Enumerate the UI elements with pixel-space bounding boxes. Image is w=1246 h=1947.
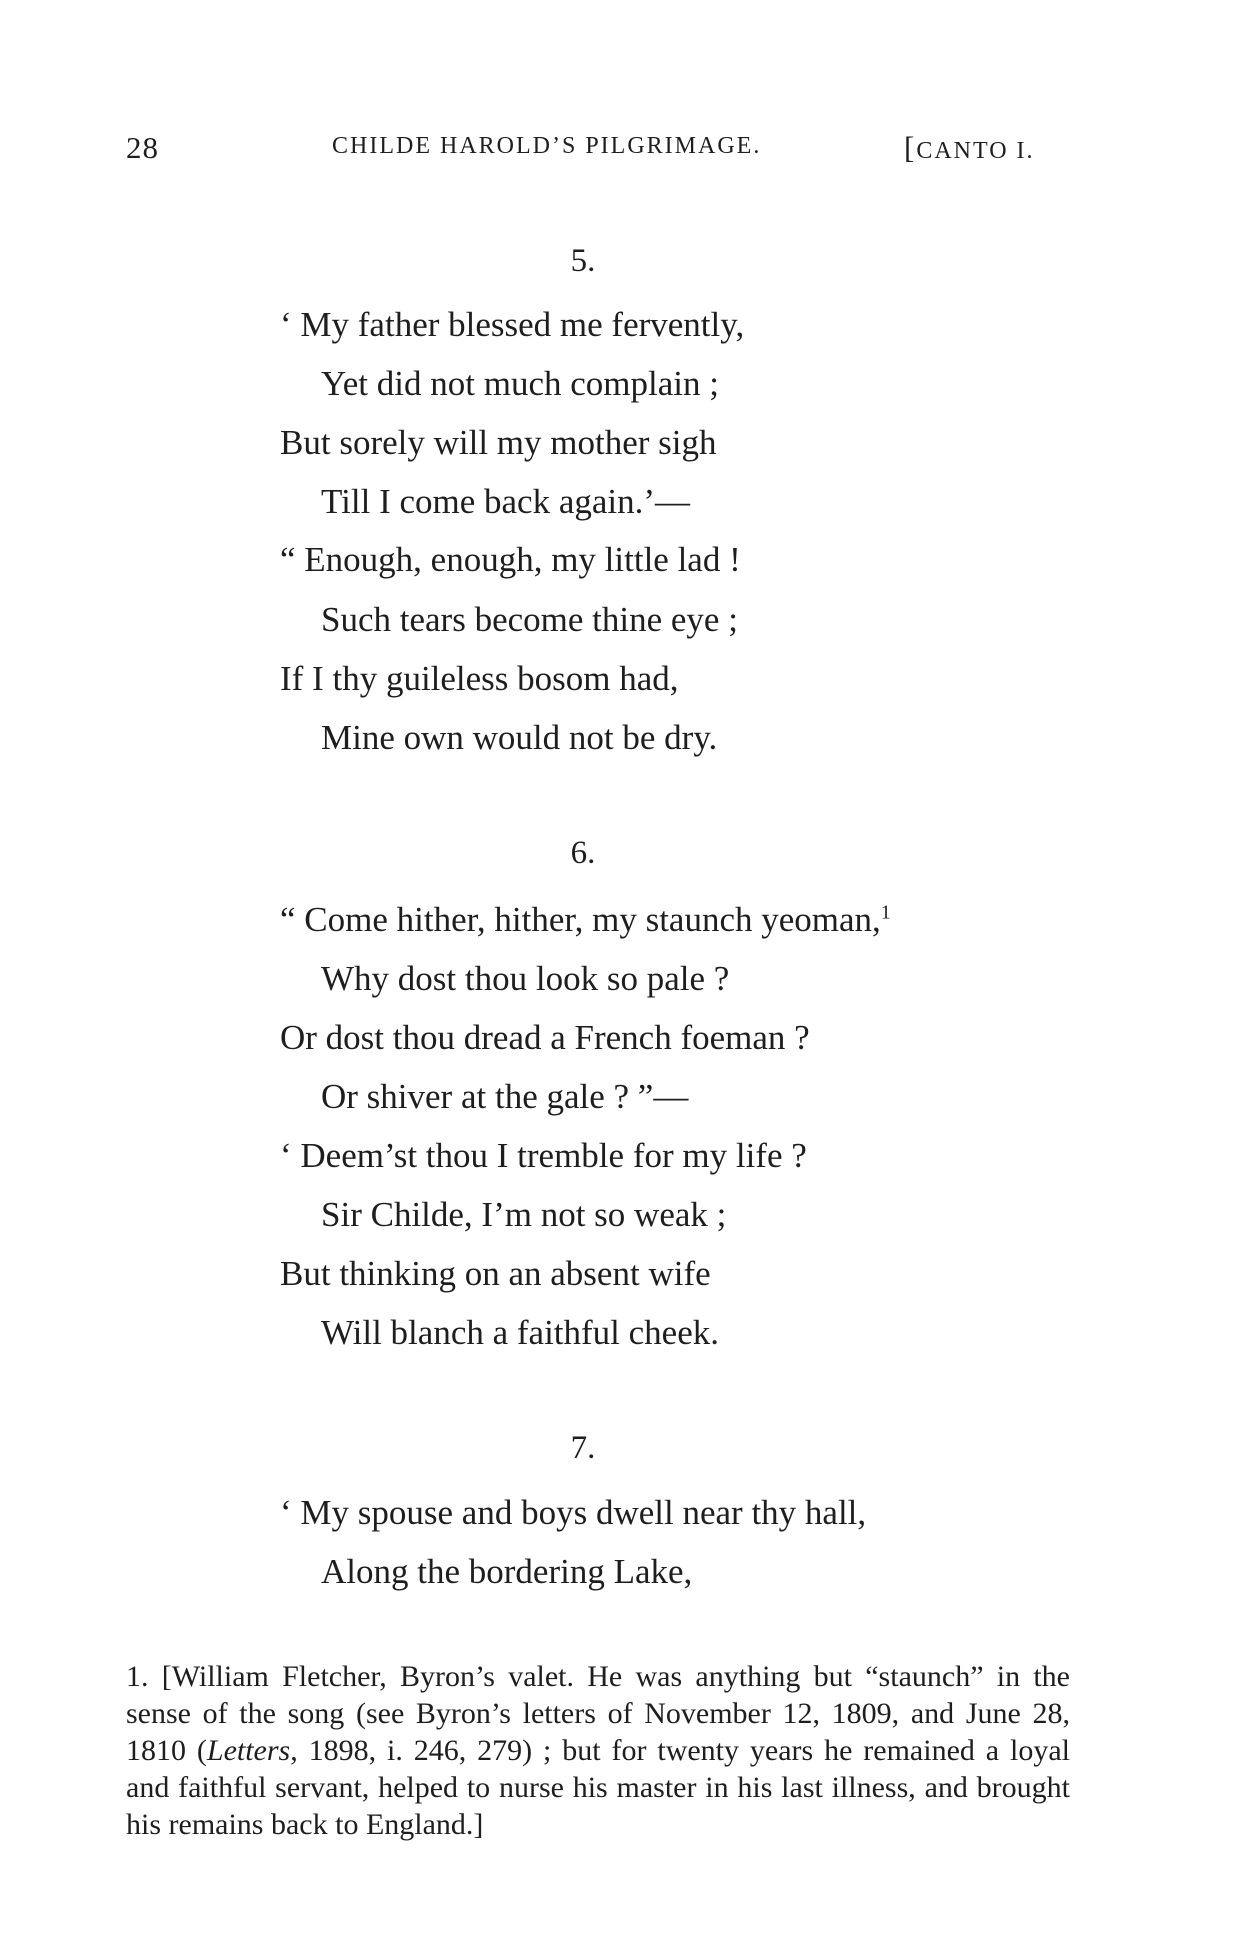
running-header <box>126 130 1076 174</box>
footnote: 1. [William Fletcher, Byron’s valet. He was anything but “staunch” in the sense of the song (see Byron’s letters of November 12, 1809, and June 28, 1810 (Letters, 1898, i. 246, 279) ; but for twenty years he remained a loyal and faithful servant, helped to nurse his master in his last illness, and brought his remains back to England.] <box>126 1660 1071 1841</box>
verse-line: But sorely will my mother sigh <box>280 423 717 462</box>
verse-line: If I thy guileless bosom had, <box>280 659 679 698</box>
verse-line: ‘ My father blessed me fervently, <box>280 305 745 344</box>
verse-line: “ Enough, enough, my little lad ! <box>280 540 741 579</box>
verse-line: Mine own would not be dry. <box>321 718 718 757</box>
verse-line: Sir Childe, I’m not so weak ; <box>321 1195 727 1234</box>
footnote-italic: Letters <box>206 1734 291 1767</box>
verse-line: Yet did not much complain ; <box>321 364 719 403</box>
page-number: 28 <box>126 130 159 165</box>
verse-line: Or dost thou dread a French foeman ? <box>280 1018 810 1057</box>
stanza-number: 5. <box>570 243 596 279</box>
verse-line: Why dost thou look so pale ? <box>321 959 730 998</box>
verse-line: Such tears become thine eye ; <box>321 600 738 639</box>
verse-line: Or shiver at the gale ? ”— <box>321 1077 689 1116</box>
footnote-number: 1. <box>126 1660 149 1693</box>
verse-line: ‘ My spouse and boys dwell near thy hall, <box>280 1493 867 1532</box>
canto-label: [CANTO I. <box>904 130 1035 165</box>
running-title: CHILDE HAROLD’S PILGRIMAGE. <box>332 133 762 159</box>
verse-line: Till I come back again.’— <box>321 482 691 521</box>
footnote-marker: 1 <box>880 901 891 924</box>
verse-line: “ Come hither, hither, my staunch yeoman,$^1$ <box>280 900 891 939</box>
verse-line: ‘ Deem’st thou I tremble for my life ? <box>280 1136 807 1175</box>
verse-line: Along the bordering Lake, <box>321 1552 693 1591</box>
verse-line: Will blanch a faithful cheek. <box>321 1313 720 1352</box>
stanza-number: 7. <box>570 1430 596 1466</box>
stanza-number: 6. <box>570 835 596 871</box>
verse-line: But thinking on an absent wife <box>280 1254 711 1293</box>
